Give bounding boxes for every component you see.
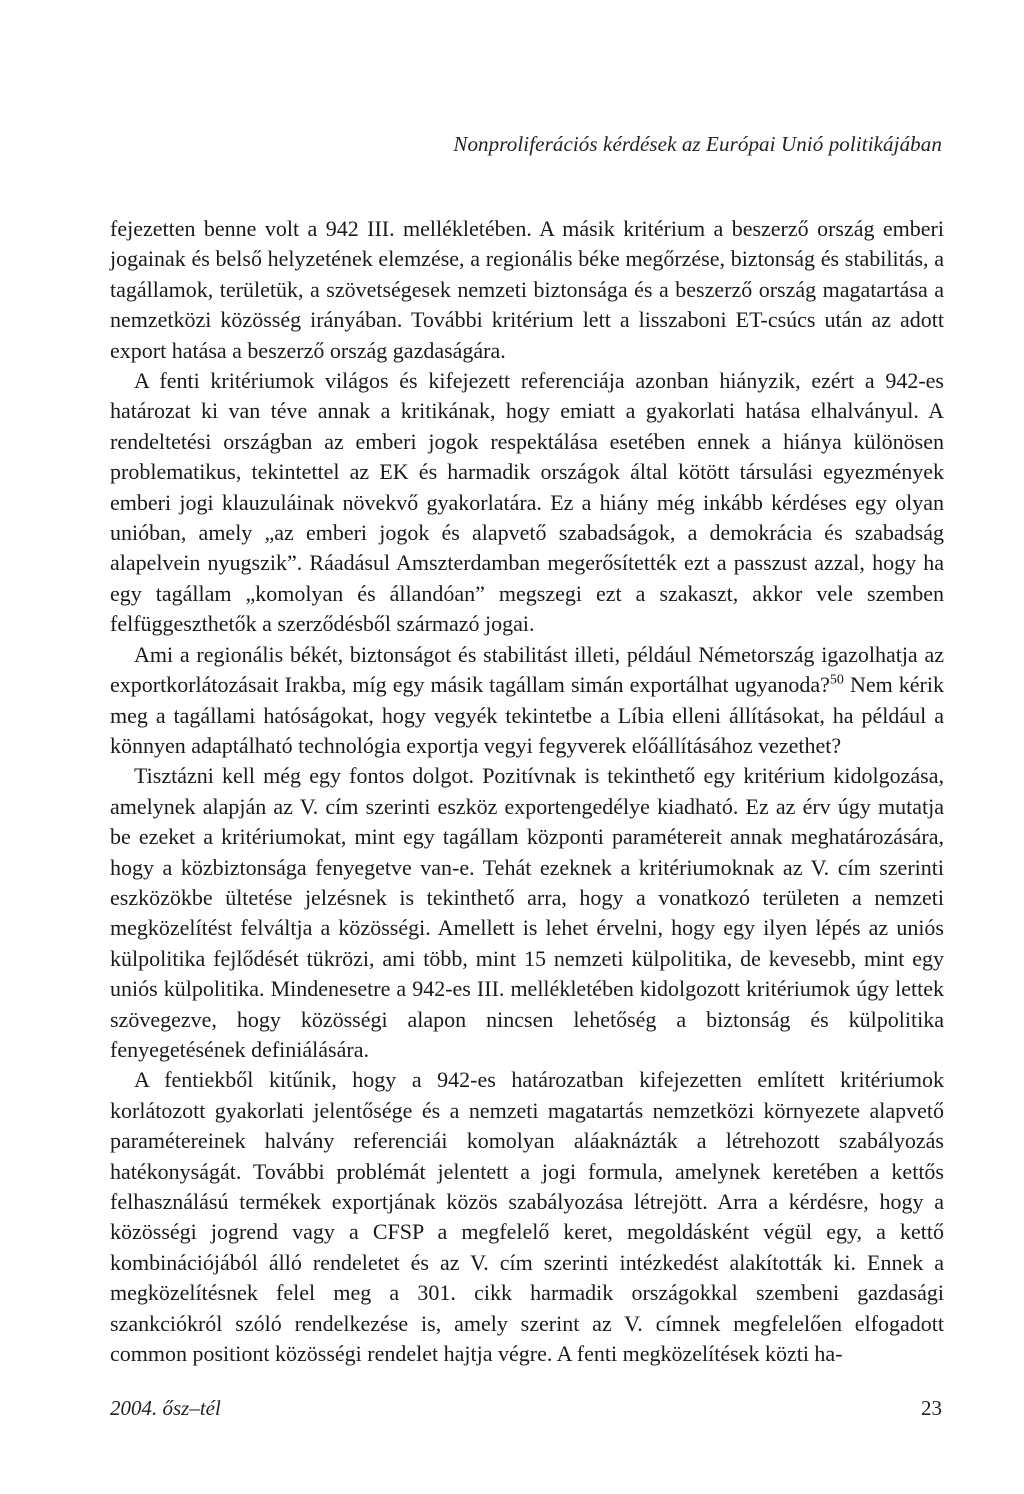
footer-issue: 2004. ősz–tél xyxy=(110,1396,221,1420)
paragraph-1: fejezetten benne volt a 942 III. mellékletében. A másik kritérium a beszerző ország emberi jogainak és belső helyzetének elemzése, a regionális béke megőrzése, biztonság és stabilitás, a tagállamok, területük, a szövetségesek nemzeti biztonsága és a beszerző ország magatartása a nemzetközi közösség irányában. További kritérium lett a lisszaboni ET-csúcs után az adott export hatása a beszerző ország gazdaságára. xyxy=(110,216,944,363)
paragraph-2: A fenti kritériumok világos és kifejezett referenciája azonban hiányzik, ezért a 942-es határozat ki van téve annak a kritikának, hogy emiatt a gyakorlati hatása elhalványul. A rendeltetési országban az emberi jogok respektálása esetében ennek a hiánya különösen problematikus, tekintettel az EK és harmadik országok által kötött társulási egyezmények emberi jogi klauzuláinak növekvő gyakorlatára. Ez a hiány még inkább kérdéses egy olyan unióban, amely „az emberi jogok és alapvető szabadságok, a demokrácia és szabadság alapelvein nyugszik”. Ráadásul Amszterdamban megerősítették ezt a passzust azzal, hogy ha egy tagállam „komolyan és állandóan” megszegi ezt a szakaszt, akkor vele szemben felfüggeszthetők a szerződésből származó jogai. xyxy=(110,368,944,637)
paragraph-3-text-a: Ami a regionális békét, biztonságot és stabilitást illeti, például Németország igazolhatja az exportkorlátozásait Irakba, míg egy másik tagállam simán exportálhat ugyanoda? xyxy=(110,641,944,698)
paragraph-4: Tisztázni kell még egy fontos dolgot. Pozitívnak is tekinthető egy kritérium kidolgozása, amelynek alapján az V. cím szerinti eszköz exportengedélye kiadható. Ez az érv úgy mutatja be ezeket a kritériumokat, mint egy tagállam központi paramétereit annak meghatározására, hogy a közbiztonsága fenyegetve van-e. Tehát ezeknek a kritériumoknak az V. cím szerinti eszközökbe ültetése jelzésnek is tekinthető arra, hogy a vonatkozó területen a nemzeti megközelítést felváltja a közösségi. Amellett is lehet érvelni, hogy egy ilyen lépés az uniós külpolitika fejlődését tükrözi, ami több, mint 15 nemzeti külpolitika, de kevesebb, mint egy uniós külpolitika. Mindenesetre a 942-es III. mellékletében kidolgozott kritériumok úgy lettek szövegezve, hogy közösségi alapon nincsen lehetőség a biztonság és külpolitika fenyegetésének definiálására. xyxy=(110,763,944,1062)
paragraph-3-text-b: Nem kérik meg a tagállami hatóságokat, hogy vegyék tekintetbe a Líbia elleni állításokat, ha például a könnyen adaptálható technológia exportja vegyi fegyverek előállításához vezethet? xyxy=(110,672,944,758)
running-header: Nonproliferációs kérdések az Európai Unió politikájában xyxy=(453,132,942,156)
paragraph-3 xyxy=(110,640,944,762)
page-number: 23 xyxy=(921,1396,942,1420)
paragraph-5: A fentiekből kitűnik, hogy a 942-es határozatban kifejezetten említett kritériumok korlátozott gyakorlati jelentősége és a nemzeti magatartás nemzetközi környezete alapvető paramétereinek halvány referenciái komolyan aláaknázták a létrehozott szabályozás hatékonyságát. További problémát jelentett a jogi formula, amelynek keretében a kettős felhasználású termékek exportjának közös szabályozása létrejött. Arra a kérdésre, hogy a közösségi jogrend vagy a CFSP a megfelelő keret, megoldásként végül egy, a kettő kombinációjából álló rendeletet és az V. cím szerinti intézkedést alakították ki. Ennek a megközelítésnek felel meg a 301. cikk harmadik országokkal szembeni gazdasági szankciókról szóló rendelkezése is, amely szerint az V. címnek megfelelően elfogadott common positiont közösségi rendelet hajtja végre. A fenti megközelítések közti ha- xyxy=(110,1067,944,1367)
body-text xyxy=(110,214,944,1369)
footnote-marker[interactable]: 50 xyxy=(829,672,844,688)
